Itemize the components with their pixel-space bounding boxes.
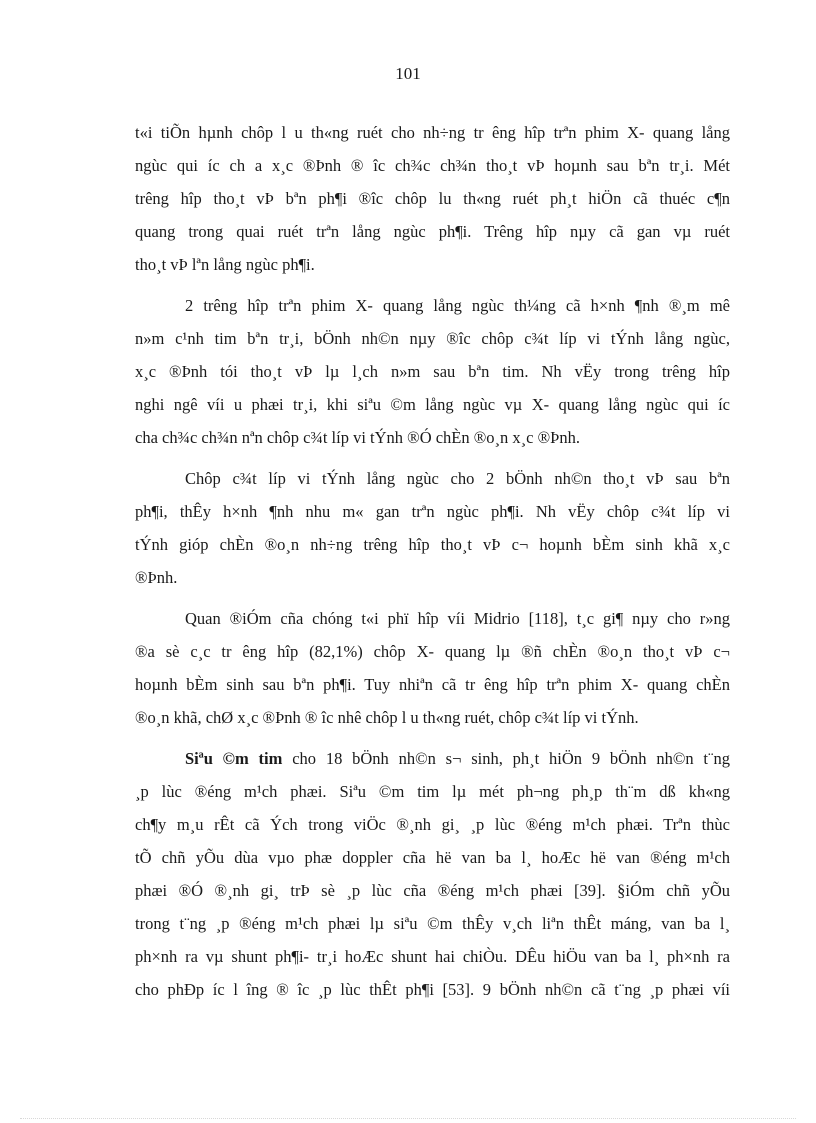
- text-line: Chôp c¾t líp vi tÝnh lång ngùc cho 2 bÖnh nh©n tho¸t vÞ sau bªn: [185, 469, 730, 488]
- page-bottom-divider: [20, 1118, 796, 1119]
- text-line: ngùc qui íc ch a x¸c ®Þnh ® îc ch¾c ch¾n tho¸t vÞ hoµnh sau bªn tr¸i. Mét: [135, 156, 730, 175]
- text-line: trong t¨ng ¸p ®éng m¹ch phæi lµ siªu ©m thÊy v¸ch liªn thÊt máng, van ba l¸: [135, 914, 730, 933]
- text-line: t«i tiÕn hµnh chôp l u th«ng ruét cho nh÷ng tr êng hîp trªn phim X- quang lång: [135, 123, 730, 142]
- text-line: [135, 742, 730, 775]
- text-line: ®o¸n khã, chØ x¸c ®Þnh ® îc nhê chôp l u th«ng ruét, chôp c¾t líp vi tÝnh.: [135, 708, 639, 727]
- section-lead-heading: Siªu ©m tim: [185, 749, 283, 768]
- text-line: tÝnh gióp chÈn ®o¸n nh÷ng trêng hîp tho¸t vÞ c¬ hoµnh bÈm sinh khã x¸c: [135, 535, 730, 554]
- text-line: cha ch¾c ch¾n nªn chôp c¾t líp vi tÝnh ®Ó chÈn ®o¸n x¸c ®Þnh.: [135, 428, 580, 447]
- text-line: quang trong quai ruét trªn lång ngùc ph¶i. Trêng hîp nµy cã gan vµ ruét: [135, 222, 730, 241]
- text-line: nghi ngê víi u phæi tr¸i, khi siªu ©m lång ngùc vµ X- quang lång ngùc qui íc: [135, 395, 730, 414]
- page-number: 101: [395, 64, 421, 83]
- document-body: [135, 116, 730, 1006]
- text-line: hoµnh bÈm sinh sau bªn ph¶i. Tuy nhiªn cã tr êng hîp trªn phim X- quang chÈn: [135, 675, 730, 694]
- text-line: tÕ chñ yÕu dùa vµo phæ doppler cña hë van ba l¸ hoÆc hë van ®éng m¹ch: [135, 848, 730, 867]
- text-line: n»m c¹nh tim bªn tr¸i, bÖnh nh©n nµy ®îc chôp c¾t líp vi tÝnh lång ngùc,: [135, 329, 730, 348]
- text-line: trêng hîp tho¸t vÞ bªn ph¶i ®îc chôp lu th«ng ruét ph¸t hiÖn cã thuéc c¶n: [135, 189, 730, 208]
- text-line: cho phÐp íc l îng ® îc ¸p lùc thÊt ph¶i [53]. 9 bÖnh nh©n cã t¨ng ¸p phæi víi: [135, 980, 730, 999]
- paragraph-3: [135, 462, 730, 594]
- paragraph-5: [135, 742, 730, 1006]
- paragraph-1: [135, 116, 730, 281]
- text-line: Quan ®iÓm cña chóng t«i phï hîp víi Midrio [118], t¸c gi¶ nµy cho r»ng: [185, 609, 730, 628]
- text-line: ph×nh ra vµ shunt ph¶i- tr¸i hoÆc shunt hai chiÒu. DÊu hiÖu van ba l¸ ph×nh ra: [135, 947, 730, 966]
- text-line: ch¶y m¸u rÊt cã Ých trong viÖc ®¸nh gi¸ ¸p lùc ®éng m¹ch phæi. Trªn thùc: [135, 815, 730, 834]
- text-line: ¸p lùc ®éng m¹ch phæi. Siªu ©m tim lµ mét ph¬ng ph¸p th¨m dß kh«ng: [135, 782, 730, 801]
- paragraph-4: [135, 602, 730, 734]
- text-line: x¸c ®Þnh tói tho¸t vÞ lµ l¸ch n»m sau bªn tim. Nh vËy trong trêng hîp: [135, 362, 730, 381]
- paragraph-2: [135, 289, 730, 454]
- text-line: ®a sè c¸c tr êng hîp (82,1%) chôp X- quang lµ ®ñ chÈn ®o¸n tho¸t vÞ c¬: [135, 642, 730, 661]
- text-segment: cho 18 bÖnh nh©n s¬ sinh, ph¸t hiÖn 9 bÖnh nh©n t¨ng: [282, 749, 730, 768]
- text-line: 2 trêng hîp trªn phim X- quang lång ngùc th¼ng cã h×nh ¶nh ®¸m mê: [185, 296, 730, 315]
- text-line: ph¶i, thÊy h×nh ¶nh nhu m« gan trªn ngùc ph¶i. Nh vËy chôp c¾t líp vi: [135, 502, 730, 521]
- text-line: phæi ®Ó ®¸nh gi¸ trÞ sè ¸p lùc cña ®éng m¹ch phæi [39]. §iÓm chñ yÕu: [135, 881, 730, 900]
- text-line: tho¸t vÞ lªn lång ngùc ph¶i.: [135, 255, 315, 274]
- text-line: ®Þnh.: [135, 568, 178, 587]
